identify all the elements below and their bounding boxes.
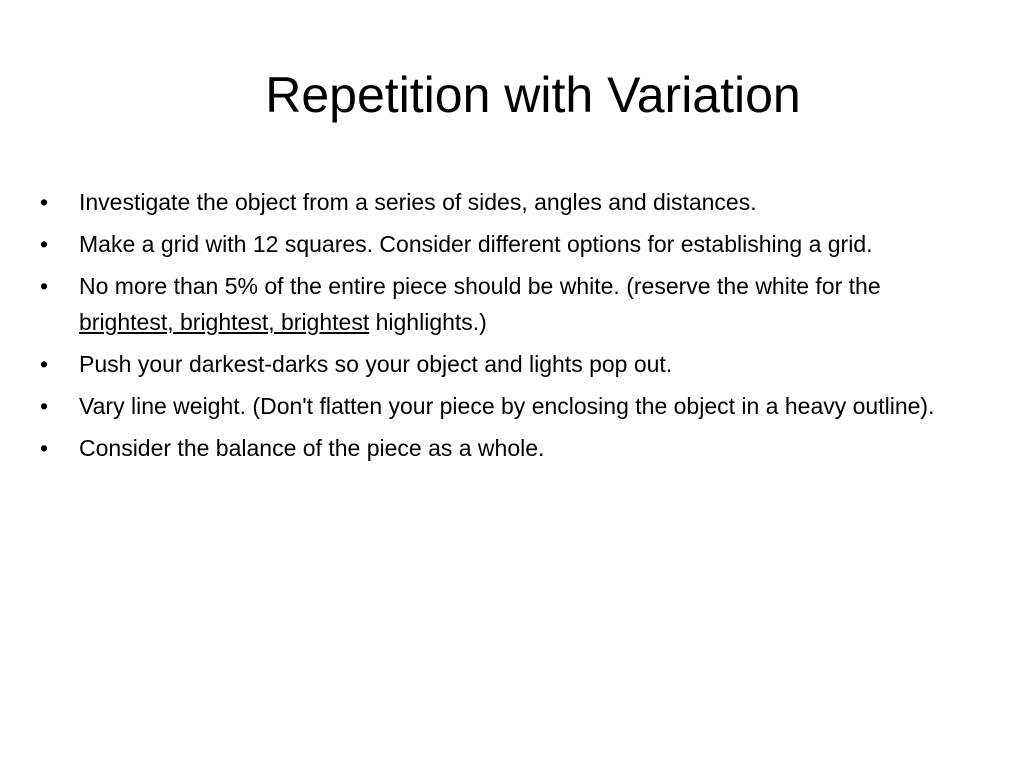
bullet-text-before: No more than 5% of the entire piece should be white. (reserve the white for the bbox=[79, 273, 881, 299]
bullet-text: Investigate the object from a series of sides, angles and distances. bbox=[79, 189, 757, 215]
bullet-text: Consider the balance of the piece as a whole. bbox=[79, 435, 545, 461]
bullet-item bbox=[40, 430, 960, 466]
bullet-list bbox=[40, 184, 960, 472]
bullet-marker: • bbox=[40, 393, 49, 419]
bullet-marker: • bbox=[40, 231, 49, 257]
bullet-item bbox=[40, 268, 960, 340]
bullet-marker: • bbox=[40, 351, 49, 377]
bullet-item bbox=[40, 226, 960, 262]
bullet-marker: • bbox=[40, 273, 49, 299]
bullet-item bbox=[40, 184, 960, 220]
bullet-item bbox=[40, 388, 960, 424]
bullet-text-after: highlights.) bbox=[369, 309, 487, 335]
bullet-text: Vary line weight. (Don't flatten your piece by enclosing the object in a heavy outline). bbox=[79, 393, 935, 419]
bullet-item bbox=[40, 346, 960, 382]
bullet-text: Push your darkest-darks so your object and lights pop out. bbox=[79, 351, 673, 377]
bullet-marker: • bbox=[40, 435, 49, 461]
bullet-text: Make a grid with 12 squares. Consider different options for establishing a grid. bbox=[79, 231, 873, 257]
bullet-marker: • bbox=[40, 189, 49, 215]
slide-title: Repetition with Variation bbox=[265, 67, 801, 123]
bullet-underlined-text: brightest, brightest, brightest bbox=[79, 309, 370, 335]
